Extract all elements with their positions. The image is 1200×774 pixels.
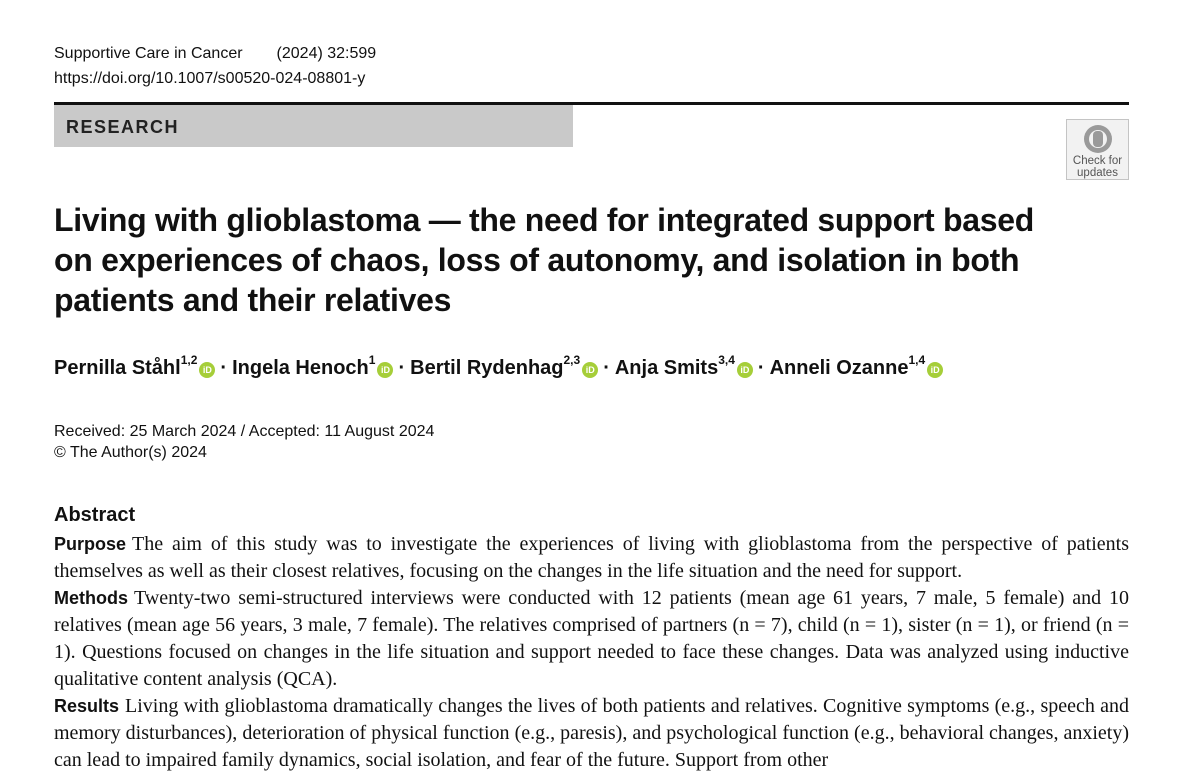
author-separator: ·	[220, 356, 228, 379]
methods-text: Twenty-two semi-structured interviews were conducted with 12 patients (mean age 61 years, 7 male, 5 female) and 10 relatives (mean age 56 years, 3 male, 7 female). The relatives comprised of partners (n = 7), child (n = 1), sister (n = 1), or friend (n = 1). Questions focused on changes in the life situation and support needed to face these changes. Data was analyzed using inductive qualitative content analysis (QCA).	[54, 587, 1129, 690]
author[interactable]	[614, 353, 753, 379]
journal-volume: (2024) 32:599	[276, 45, 377, 62]
author-name: Anneli Ozanne	[769, 356, 909, 379]
author-affiliation: 1,4	[908, 353, 926, 367]
orcid-icon[interactable]: iD	[199, 362, 215, 378]
author-affiliation: 1,2	[180, 353, 198, 367]
author[interactable]	[769, 353, 944, 379]
author-separator: ·	[757, 356, 765, 379]
check-for-updates-label: Check for updates	[1072, 155, 1123, 179]
abstract-methods	[54, 585, 1129, 693]
author-name: Ingela Henoch	[232, 356, 369, 379]
author[interactable]	[410, 353, 598, 379]
abstract-purpose	[54, 531, 1129, 585]
crossmark-icon	[1082, 123, 1114, 155]
article-type-label: RESEARCH	[66, 117, 180, 137]
doi-link[interactable]: https://doi.org/10.1007/s00520-024-08801-y	[54, 70, 366, 87]
author-affiliation: 2,3	[563, 353, 581, 367]
copyright-notice: © The Author(s) 2024	[54, 444, 207, 461]
article-type-banner	[54, 105, 573, 147]
results-label: Results	[54, 696, 120, 716]
purpose-label: Purpose	[54, 534, 127, 554]
check-for-updates-button[interactable]	[1066, 119, 1129, 180]
author-affiliation: 1	[368, 353, 376, 367]
author-name: Pernilla Ståhl	[54, 356, 181, 379]
purpose-text: The aim of this study was to investigate the experiences of living with glioblastoma from the perspective of patients themselves as well as their closest relatives, focusing on the changes in the life situation and the need for support.	[54, 533, 1129, 582]
article-title: Living with glioblastoma — the need for integrated support based on experiences of chaos, loss of autonomy, and isolation in both patients and their relatives	[54, 202, 1034, 318]
received-accepted-dates: Received: 25 March 2024 / Accepted: 11 August 2024	[54, 423, 435, 440]
author-name: Bertil Rydenhag	[410, 356, 564, 379]
author[interactable]	[232, 353, 393, 379]
author-separator: ·	[603, 356, 610, 379]
methods-label: Methods	[54, 588, 128, 608]
author-separator: ·	[398, 356, 406, 379]
results-text: Living with glioblastoma dramatically changes the lives of both patients and relatives. Cognitive symptoms (e.g., speech and memory disturbances), deterioration of physical function (e.g., paresis), and psychological function (e.g., behavioral changes, anxiety) can lead to impaired family dynamics, social isolation, and fear of the future. Support from other	[54, 695, 1129, 771]
abstract-heading: Abstract	[54, 504, 136, 526]
journal-citation	[54, 45, 376, 63]
orcid-icon[interactable]: iD	[737, 362, 753, 378]
author-name: Anja Smits	[614, 356, 719, 379]
abstract-results	[54, 693, 1129, 774]
orcid-icon[interactable]: iD	[927, 362, 943, 378]
author-list	[54, 355, 943, 380]
author-affiliation: 3,4	[718, 353, 735, 367]
orcid-icon[interactable]: iD	[377, 362, 393, 378]
abstract-body	[54, 531, 1129, 774]
orcid-icon[interactable]: iD	[582, 362, 598, 378]
journal-name: Supportive Care in Cancer	[54, 45, 243, 62]
author[interactable]	[54, 353, 215, 379]
